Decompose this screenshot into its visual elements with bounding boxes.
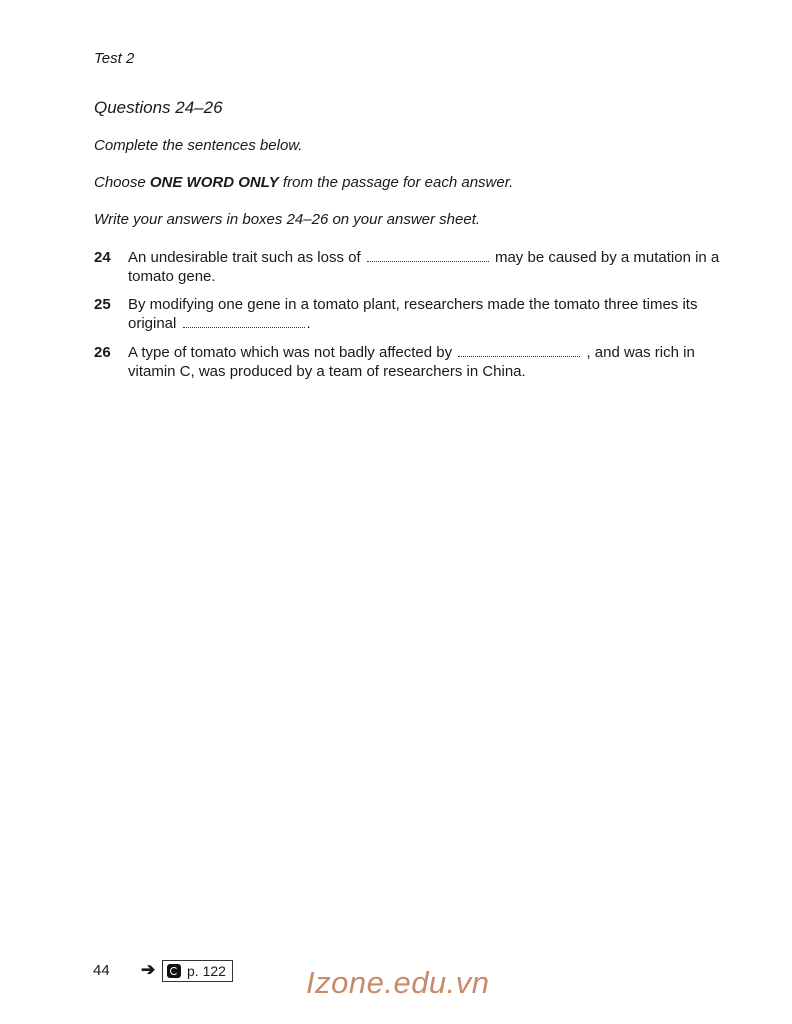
answer-key-reference[interactable]: [162, 960, 233, 982]
questions-heading: Questions 24–26: [94, 98, 223, 117]
key-answer-icon: [167, 964, 181, 978]
question-24: [94, 248, 734, 286]
question-number: 24: [94, 249, 111, 266]
question-number: 26: [94, 344, 111, 361]
question-number: 25: [94, 296, 111, 313]
page-number: 44: [93, 962, 110, 979]
answer-blank-25[interactable]: [183, 317, 305, 328]
answer-blank-24[interactable]: [367, 251, 489, 262]
instruction-choose-bold: ONE WORD ONLY: [149, 174, 279, 191]
right-arrow-icon: ➔: [141, 960, 156, 979]
instruction-complete: Complete the sentences below.: [94, 137, 303, 154]
instruction-write: Write your answers in boxes 24–26 on your answer sheet.: [94, 211, 481, 228]
question-text-after: .: [306, 315, 311, 332]
question-25: [94, 295, 734, 333]
answer-key-page: p. 122: [187, 963, 226, 979]
question-text-after: , and was rich in vitamin C, was produced by a team of researchers in China.: [128, 344, 695, 380]
test-label: Test 2: [94, 50, 135, 67]
answer-blank-26[interactable]: [458, 346, 580, 357]
question-text-before: By modifying one gene in a tomato plant, researchers made the tomato three times its original: [128, 296, 698, 332]
question-26: [94, 343, 734, 381]
question-text-before: A type of tomato which was not badly affected by: [128, 344, 453, 361]
instruction-choose-post: from the passage for each answer.: [278, 174, 514, 191]
instruction-choose: [94, 174, 513, 191]
watermark: Izone.edu.vn: [306, 965, 490, 1000]
instruction-choose-pre: Choose: [94, 174, 150, 191]
question-text-after: may be caused by a mutation in a tomato gene.: [128, 249, 720, 285]
question-text-before: An undesirable trait such as loss of: [128, 249, 361, 266]
